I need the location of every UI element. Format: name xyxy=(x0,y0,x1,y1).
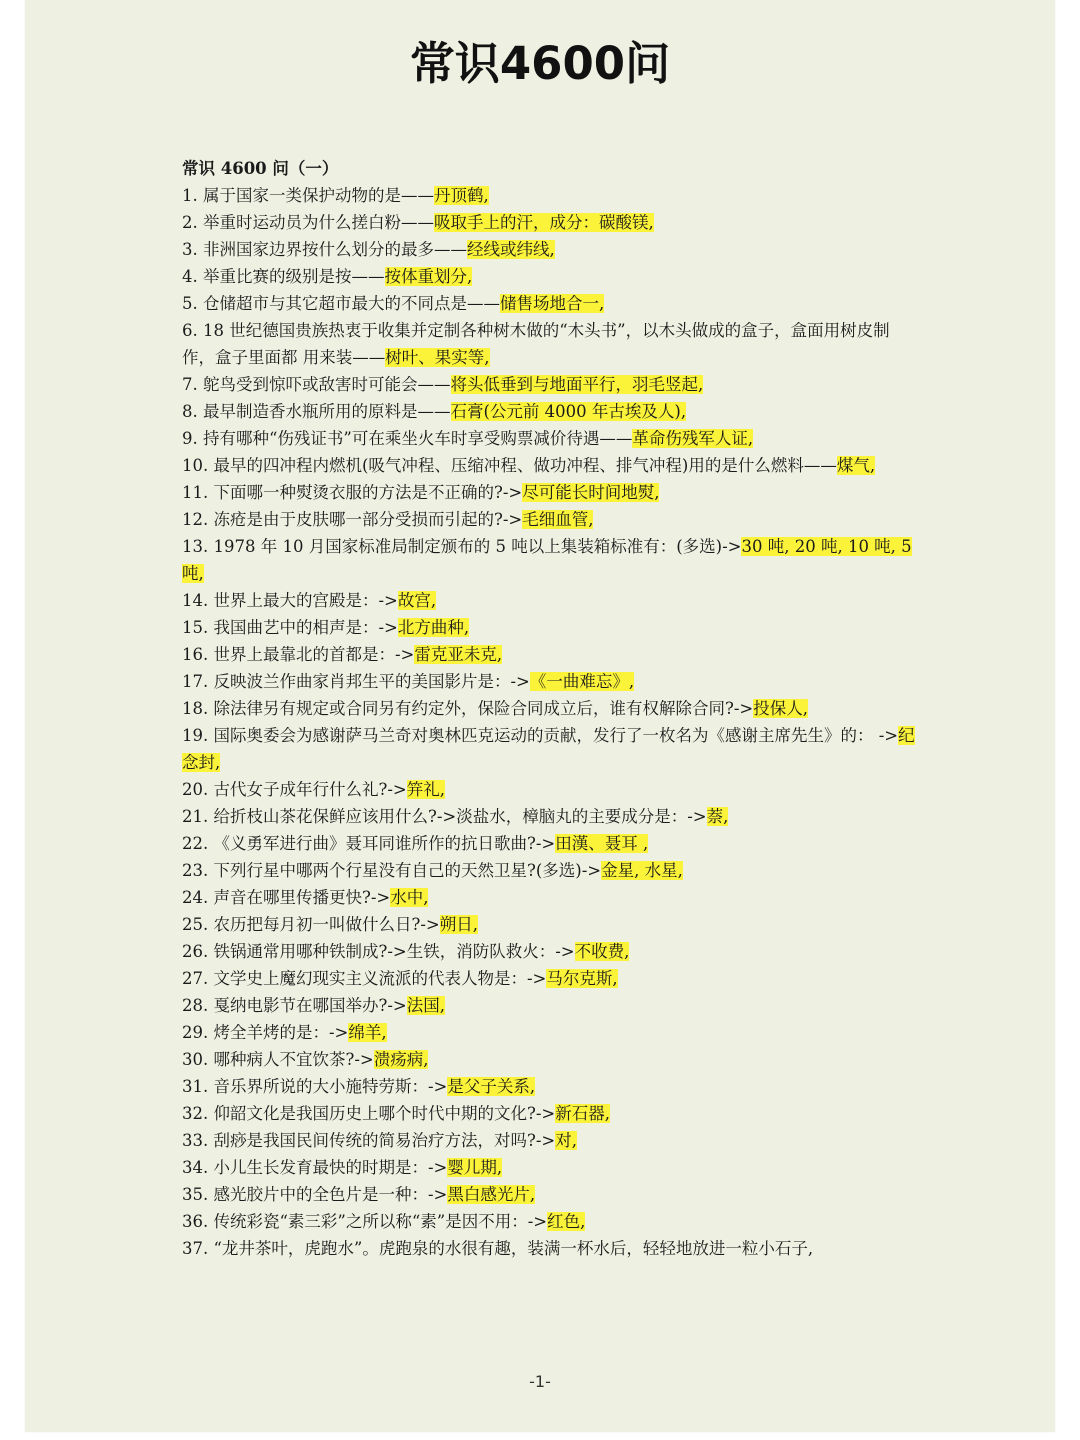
answer-highlight: 尽可能长时间地熨, xyxy=(522,483,660,502)
question-text: 19. 国际奥委会为感谢萨马兰奇对奥林匹克运动的贡献，发行了一枚名为《感谢主席先生》的： -> xyxy=(182,726,899,745)
page-title: 常识4600问 xyxy=(409,37,671,90)
answer-highlight: 新石器, xyxy=(555,1104,610,1123)
question-text: 16. 世界上最靠北的首都是：-> xyxy=(182,645,415,664)
list-item xyxy=(182,1208,917,1235)
answer-highlight: 纪念封, xyxy=(182,726,915,772)
answer-highlight: 红色, xyxy=(547,1212,586,1231)
question-text: 37. “龙井茶叶，虎跑水”。虎跑泉的水很有趣，装满一杯水后，轻轻地放进一粒小石子, xyxy=(182,1239,814,1258)
answer-highlight: 婴儿期, xyxy=(447,1158,503,1177)
question-text: 7. 鸵鸟受到惊吓或敌害时可能会—— xyxy=(182,375,451,394)
list-item xyxy=(182,236,917,263)
answer-highlight: 溃疡病, xyxy=(373,1050,429,1069)
question-text: 27. 文学史上魔幻现实主义流派的代表人物是：-> xyxy=(182,969,547,988)
list-item xyxy=(182,965,917,992)
answer-highlight: 笄礼, xyxy=(406,780,445,799)
question-text: 25. 农历把每月初一叫做什么日?-> xyxy=(182,915,440,934)
list-item xyxy=(182,452,917,479)
list-item xyxy=(182,317,917,371)
list-item xyxy=(182,1235,917,1262)
answer-highlight: 对, xyxy=(555,1131,577,1150)
answer-highlight: 投保人, xyxy=(753,699,808,718)
list-item xyxy=(182,1100,917,1127)
answer-highlight: 北方曲种, xyxy=(397,618,470,637)
answer-highlight: 石膏(公元前 4000 年古埃及人), xyxy=(450,402,687,421)
list-item xyxy=(182,182,917,209)
list-item xyxy=(182,695,917,722)
list-item xyxy=(182,1127,917,1154)
list-item xyxy=(182,1181,917,1208)
list-item xyxy=(182,425,917,452)
answer-highlight: 金星, 水星, xyxy=(601,861,683,880)
list-item xyxy=(182,1046,917,1073)
answer-highlight: 吸取手上的汗，成分：碳酸镁, xyxy=(434,213,654,232)
question-text: 20. 古代女子成年行什么礼?-> xyxy=(182,780,407,799)
question-text: 12. 冻疮是由于皮肤哪一部分受损而引起的?-> xyxy=(182,510,523,529)
question-text: 33. 刮痧是我国民间传统的简易治疗方法，对吗?-> xyxy=(182,1131,556,1150)
answer-highlight: 30 吨, 20 吨, 10 吨, 5 吨, xyxy=(182,537,912,583)
question-text: 23. 下列行星中哪两个行星没有自己的天然卫星?(多选)-> xyxy=(182,861,602,880)
answer-highlight: 故宫, xyxy=(397,591,437,610)
list-item xyxy=(182,533,917,587)
list-item xyxy=(182,803,917,830)
answer-highlight: 绵羊, xyxy=(348,1023,387,1042)
list-item xyxy=(182,857,917,884)
list-item xyxy=(182,641,917,668)
list-item xyxy=(182,1019,917,1046)
list-item xyxy=(182,722,917,776)
question-text: 17. 反映波兰作曲家肖邦生平的美国影片是：-> xyxy=(182,672,530,691)
question-text: 18. 除法律另有规定或合同另有约定外，保险合同成立后，谁有权解除合同?-> xyxy=(182,699,754,718)
question-text: 34. 小儿生长发育最快的时期是：-> xyxy=(182,1158,448,1177)
list-item xyxy=(182,614,917,641)
question-list xyxy=(182,155,917,1262)
answer-highlight: 法国, xyxy=(406,996,445,1015)
list-item xyxy=(182,776,917,803)
question-text: 15. 我国曲艺中的相声是：-> xyxy=(182,618,398,637)
list-item xyxy=(182,911,917,938)
question-text: 31. 音乐界所说的大小施特劳斯：-> xyxy=(182,1077,448,1096)
page-number: -1- xyxy=(529,1372,551,1391)
question-text: 4. 举重比赛的级别是按—— xyxy=(182,267,385,286)
list-item xyxy=(182,1154,917,1181)
list-item xyxy=(182,479,917,506)
list-item xyxy=(182,263,917,290)
list-item xyxy=(182,884,917,911)
list-item xyxy=(182,668,917,695)
answer-highlight: 是父子关系, xyxy=(447,1077,536,1096)
question-text: 28. 戛纳电影节在哪国举办?-> xyxy=(182,996,407,1015)
question-text: 36. 传统彩瓷“素三彩”之所以称“素”是因不用：-> xyxy=(182,1212,548,1231)
question-text: 5. 仓储超市与其它超市最大的不同点是—— xyxy=(182,294,500,313)
question-text: 6. 18 世纪德国贵族热衷于收集并定制各种树木做的“木头书”，以木头做成的盒子，盒面用树皮制作，盒子里面都 用来装—— xyxy=(182,321,890,367)
question-text: 9. 持有哪种“伤残证书”可在乘坐火车时享受购票减价待遇—— xyxy=(182,429,633,448)
answer-highlight: 经线或纬线, xyxy=(467,240,555,259)
question-text: 8. 最早制造香水瓶所用的原料是—— xyxy=(182,402,451,421)
question-text: 13. 1978 年 10 月国家标准局制定颁布的 5 吨以上集装箱标准有：(多选)-> xyxy=(182,537,742,556)
list-item xyxy=(182,938,917,965)
question-text: 35. 感光胶片中的全色片是一种：-> xyxy=(182,1185,448,1204)
answer-highlight: 《一曲难忘》, xyxy=(529,672,635,691)
answer-highlight: 储售场地合一, xyxy=(500,294,605,313)
answer-highlight: 煤气, xyxy=(836,456,876,475)
question-text: 1. 属于国家一类保护动物的是—— xyxy=(182,186,434,205)
answer-highlight: 马尔克斯, xyxy=(546,969,618,988)
list-item xyxy=(182,398,917,425)
answer-highlight: 毛细血管, xyxy=(522,510,594,529)
answer-highlight: 朔日, xyxy=(439,915,478,934)
answer-highlight: 雷克亚未克, xyxy=(414,645,503,664)
answer-highlight: 将头低垂到与地面平行，羽毛竖起, xyxy=(450,375,704,394)
question-text: 10. 最早的四冲程内燃机(吸气冲程、压缩冲程、做功冲程、排气冲程)用的是什么燃料—— xyxy=(182,456,837,475)
question-text: 26. 铁锅通常用哪种铁制成?->生铁，消防队救火：-> xyxy=(182,942,575,961)
answer-highlight: 不收费, xyxy=(574,942,630,961)
question-text: 30. 哪种病人不宜饮茶?-> xyxy=(182,1050,374,1069)
question-text: 29. 烤全羊烤的是：-> xyxy=(182,1023,349,1042)
list-item xyxy=(182,992,917,1019)
answer-highlight: 丹顶鹤, xyxy=(434,186,489,205)
answer-highlight: 田漢、聂耳 , xyxy=(555,834,649,853)
question-text: 14. 世界上最大的宫殿是：-> xyxy=(182,591,398,610)
question-text: 24. 声音在哪里传播更快?-> xyxy=(182,888,391,907)
list-item xyxy=(182,587,917,614)
answer-highlight: 革命伤残军人证, xyxy=(632,429,754,448)
list-item xyxy=(182,830,917,857)
list-item xyxy=(182,290,917,317)
question-text: 11. 下面哪一种熨烫衣服的方法是不正确的?-> xyxy=(182,483,523,502)
question-text: 22. 《义勇军进行曲》聂耳同谁所作的抗日歌曲?-> xyxy=(182,834,556,853)
answer-highlight: 树叶、果实等, xyxy=(385,348,490,367)
list-item xyxy=(182,371,917,398)
question-text: 21. 给折枝山茶花保鲜应该用什么?->淡盐水，樟脑丸的主要成分是：-> xyxy=(182,807,707,826)
list-item xyxy=(182,209,917,236)
question-text: 3. 非洲国家边界按什么划分的最多—— xyxy=(182,240,467,259)
list-item xyxy=(182,1073,917,1100)
answer-highlight: 黑白感光片, xyxy=(447,1185,536,1204)
question-text: 2. 举重时运动员为什么搓白粉—— xyxy=(182,213,434,232)
items-container xyxy=(182,182,917,1262)
answer-highlight: 水中, xyxy=(390,888,429,907)
answer-highlight: 萘, xyxy=(706,807,729,826)
document-page xyxy=(25,0,1055,1432)
question-text: 32. 仰韶文化是我国历史上哪个时代中期的文化?-> xyxy=(182,1104,556,1123)
list-item xyxy=(182,506,917,533)
section-heading: 常识 4600 问（一） xyxy=(182,159,339,178)
answer-highlight: 按体重划分, xyxy=(384,267,473,286)
